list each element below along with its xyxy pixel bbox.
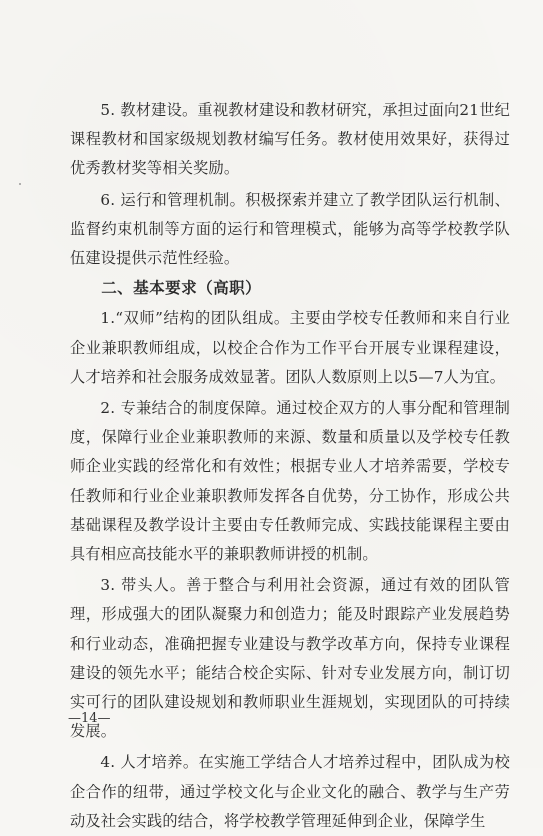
paragraph-institutional-guarantee: 2. 专兼结合的制度保障。通过校企双方的人事分配和管理制度，保障行业企业兼职教师的来源、数量和质量以及学校专任教师企业实践的经常化和有效性；根据专业人才培养需要，学校专任教师和行业企业兼职教师发挥各自优势，分工协作，形成公共基础课程及教学设计主要由专任教师完成、实践技能课程主要由具有相应高技能水平的兼职教师讲授的机制。: [70, 399, 510, 564]
section-heading: 二、基本要求（高职）: [101, 279, 262, 298]
scan-speck: [19, 183, 21, 185]
paragraph-operation-management: 6. 运行和管理机制。积极探索并建立了教学团队运行机制、监督约束机制等方面的运行和管理模式，能够为高等学校教学队伍建设提供示范性经验。: [70, 190, 510, 268]
page-body: [70, 96, 510, 836]
paragraph-talent-cultivation: 4. 人才培养。在实施工学结合人才培养过程中，团队成为校企合作的纽带，通过学校文化与企业文化的融合、教学与生产劳动及社会实践的结合，将学校教学管理延伸到企业，保障学生: [70, 753, 510, 830]
page-number: —14—: [68, 711, 111, 726]
paragraph-textbook-construction: 5. 教材建设。重视教材建设和教材研究，承担过面向21世纪课程教材和国家级规划教材编写任务。教材使用效果好，获得过优秀教材奖等相关奖励。: [70, 101, 510, 178]
paragraph-team-leader: 3. 带头人。善于整合与利用社会资源，通过有效的团队管理，形成强大的团队凝聚力和创造力；能及时跟踪产业发展趋势和行业动态，准确把握专业建设与教学改革方向，保持专业课程建设的领先水平；能结合校企实际、针对专业发展方向，制订切实可行的团队建设规划和教师职业生涯规划，实现团队的可持续发展。: [70, 576, 510, 741]
paragraph-team-composition: 1.“双师”结构的团队组成。主要由学校专任教师和来自行业企业兼职教师组成，以校企合作为工作平台开展专业课程建设，人才培养和社会服务成效显著。团队人数原则上以5—7人为宜。: [70, 309, 510, 386]
